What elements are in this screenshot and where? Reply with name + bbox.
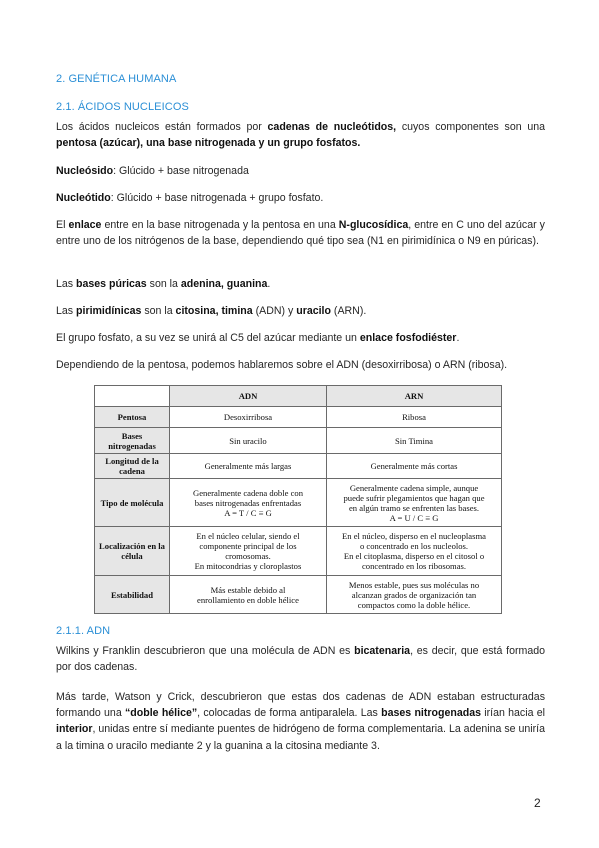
table-row [95,428,502,454]
row-label: Pentosa [95,407,170,428]
cell-line: Generalmente cadena simple, aunque [349,482,479,493]
table-row [95,479,502,527]
subsection-title: 2.1. ÁCIDOS NUCLEICOS [56,101,189,113]
cell-line: En el núcleo celular, siendo el [196,531,300,541]
cell-line: Generalmente cadena doble con [193,487,303,498]
cell-line: componente principal de los [199,541,297,551]
cell-line: A = U / C ≡ G [389,512,439,523]
table-row [95,527,502,576]
table-header-row [95,386,502,407]
cell-line: A = T / C ≡ G [224,507,272,518]
cell-line: alcanzan grados de organización tan [351,589,477,600]
table-corner-cell [95,386,170,407]
table-header-adn: ADN [170,386,327,407]
cell-line: o concentrado en los nucleolos. [359,541,469,551]
cell-line: Más estable debido al [210,584,286,595]
cell-line: En el citoplasma, disperso en el citosol o [343,551,485,561]
cell-adn [170,479,327,527]
cell-line: en algún tramo se enfrenten las bases. [348,502,480,513]
row-label: Longitud de la cadena [95,454,170,479]
cell-arn: Sin Timina [327,428,502,454]
table-row [95,407,502,428]
cell-line: Menos estable, pues sus moléculas no [348,579,480,590]
row-label: Tipo de molécula [95,479,170,527]
cell-line: compactos como la doble hélice. [357,599,471,610]
puricas-paragraph: Las bases púricas son la adenina, guanina. [56,278,271,290]
cell-line: concentrado en los ribosomas. [361,561,467,571]
cell-line: En mitocondrias y cloroplastos [194,561,302,571]
section-title: 2. GENÉTICA HUMANA [56,73,177,85]
cell-line: cromosomas. [225,551,271,561]
table-row [95,576,502,614]
cell-arn [327,479,502,527]
table-header-arn: ARN [327,386,502,407]
row-label: Estabilidad [95,576,170,614]
cell-arn: Generalmente más cortas [327,454,502,479]
cell-line: enrollamiento en doble hélice [197,594,299,605]
enlace-paragraph: El enlace entre en la base nitrogenada y la pentosa en una N-glucosídica, entre en C uno del azúcar y entre uno de los nitrógenos de la base, dependiendo qué tipo sea (N1 en pirimidínica o N9 en púricas). [56,219,545,248]
nucleosido-definition: Nucleósido: Glúcido + base nitrogenada [56,165,249,177]
cell-line: bases nitrogenadas enfrentadas [194,497,302,508]
cell-line: En el núcleo, disperso en el nucleoplasma [342,531,486,541]
cell-line: puede sufrir plegamientos que hagan que [343,492,485,503]
adn-section-title: 2.1.1. ADN [56,625,111,637]
cell-adn: Desoxirribosa [170,407,327,428]
pirimidinicas-paragraph: Las pirimidínicas son la citosina, timina (ADN) y uracilo (ARN). [56,305,367,317]
cell-adn: Generalmente más largas [170,454,327,479]
cell-adn [170,576,327,614]
wilkins-paragraph: Wilkins y Franklin descubrieron que una molécula de ADN es bicatenaria, es decir, que está formado por dos cadenas. [56,645,545,674]
cell-arn [327,576,502,614]
adn-arn-comparison-table [94,385,502,614]
intro-paragraph: Los ácidos nucleicos están formados por cadenas de nucleótidos, cuyos componentes son una pentosa (azúcar), una base nitrogenada y un grupo fosfatos. [56,121,545,150]
pentosa-paragraph: Dependiendo de la pentosa, podemos hablaremos sobre el ADN (desoxirribosa) o ARN (ribosa). [56,359,508,371]
cell-adn [170,527,327,576]
nucleotido-definition: Nucleótido: Glúcido + base nitrogenada + grupo fosfato. [56,192,324,204]
page-number: 2 [534,796,541,810]
watson-paragraph: Más tarde, Watson y Crick, descubrieron que estas dos cadenas de ADN estaban estructuradas formando una “doble hélice”, colocadas de forma antiparalela. Las bases nitrogenadas irían hacia el interior, unidas entre sí mediante puentes de hidrógeno de forma complementaria. La adenina se uniría a la timina o uracilo mediante 2 y la guanina a la citosina mediante 3. [56,691,545,752]
row-label: Bases nitrogenadas [95,428,170,454]
fosfato-paragraph: El grupo fosfato, a su vez se unirá al C5 del azúcar mediante un enlace fosfodiéster. [56,332,460,344]
cell-arn: Ribosa [327,407,502,428]
table-row [95,454,502,479]
cell-adn: Sin uracilo [170,428,327,454]
row-label: Localización en la célula [95,527,170,576]
cell-arn [327,527,502,576]
